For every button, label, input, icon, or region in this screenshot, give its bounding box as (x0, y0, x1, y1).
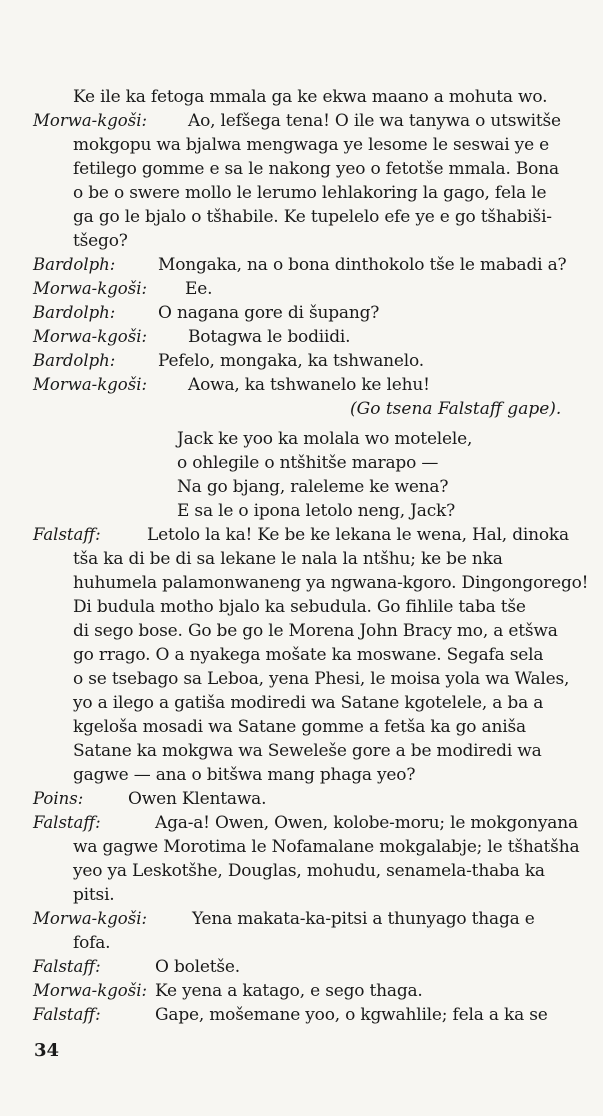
text-line: Ke ile ka fetoga mmala ga ke ekwa maano a mohuta wo. (73, 87, 548, 107)
speaker-label: Morwa-kgoši: (33, 111, 148, 130)
speaker-label: Poins: (33, 789, 84, 808)
text-line: huhumela palamonwaneng ya ngwana-kgoro. Dingongorego! (73, 573, 589, 593)
text-line: Pefelo, mongaka, ka tshwanelo. (158, 351, 424, 371)
text-line: Gape, mošemane yoo, o kgwahlile; fela a ka se (155, 1005, 548, 1025)
text-line: O boletše. (155, 957, 240, 977)
text-line: o se tsebago sa Leboa, yena Phesi, le moisa yola wa Wales, (73, 669, 570, 689)
stage-direction: (Go tsena Falstaff gape). (350, 399, 562, 419)
text-line: Ke yena a katago, e sego thaga. (155, 981, 423, 1001)
text-line: Aga-a! Owen, Owen, kolobe-moru; le mokgonyana (155, 813, 578, 833)
speaker-label: Bardolph: (33, 351, 116, 370)
text-line: go rrago. O a nyakega mošate ka moswane. Segafa sela (73, 645, 544, 665)
text-line: tša ka di be di sa lekane le nala la ntšhu; ke be nka (73, 549, 503, 569)
speaker-label: Morwa-kgoši: (33, 327, 148, 346)
text-line: fetilego gomme e sa le nakong yeo o fetotše mmala. Bona (73, 159, 559, 179)
text-line: fofa. (73, 933, 111, 953)
text-line: yeo ya Leskotšhe, Douglas, mohudu, senamela-thaba ka (73, 861, 545, 881)
text-line: Owen Klentawa. (128, 789, 267, 809)
text-line: Letolo la ka! Ke be ke lekana le wena, Hal, dinoka (147, 525, 569, 545)
verse-line: o ohlegile o ntšhitše marapo — (177, 453, 439, 473)
text-line: tšego? (73, 231, 128, 251)
speaker-label: Bardolph: (33, 255, 116, 274)
speaker-label: Falstaff: (33, 957, 101, 976)
text-line: Ao, lefšega tena! O ile wa tanywa o utswitše (188, 111, 561, 131)
verse-line: E sa le o ipona letolo neng, Jack? (177, 501, 456, 521)
text-line: Ee. (185, 279, 213, 299)
speaker-label: Morwa-kgoši: (33, 375, 148, 394)
text-line: O nagana gore di šupang? (158, 303, 380, 323)
text-line: gagwe — ana o bitšwa mang phaga yeo? (73, 765, 416, 785)
speaker-label: Falstaff: (33, 1005, 101, 1024)
text-line: Aowa, ka tshwanelo ke lehu! (188, 375, 430, 395)
text-line: Botagwa le bodiidi. (188, 327, 351, 347)
verse-line: Jack ke yoo ka molala wo motelele, (177, 429, 473, 449)
speaker-label: Bardolph: (33, 303, 116, 322)
text-line: kgeloša mosadi wa Satane gomme a fetša ka go aniša (73, 717, 526, 737)
speaker-label: Morwa-kgoši: (33, 981, 148, 1000)
text-line: Yena makata-ka-pitsi a thunyago thaga e (192, 909, 535, 929)
speaker-label: Falstaff: (33, 525, 101, 544)
text-line: pitsi. (73, 885, 115, 905)
text-line: yo a ilego a gatiša modiredi wa Satane kgotelele, a ba a (73, 693, 544, 713)
text-line: o be o swere mollo le lerumo lehlakoring la gago, fela le (73, 183, 547, 203)
text-line: mokgopu wa bjalwa mengwaga ye lesome le seswai ye e (73, 135, 550, 155)
speaker-label: Falstaff: (33, 813, 101, 832)
text-line: di sego bose. Go be go le Morena John Bracy mo, a etšwa (73, 621, 558, 641)
speaker-label: Morwa-kgoši: (33, 279, 148, 298)
verse-line: Na go bjang, raleleme ke wena? (177, 477, 449, 497)
text-line: Di budula motho bjalo ka sebudula. Go fihlile taba tše (73, 597, 526, 617)
text-line: Mongaka, na o bona dinthokolo tše le mabadi a? (158, 255, 567, 275)
text-line: Satane ka mokgwa wa Seweleše gore a be modiredi wa (73, 741, 542, 761)
speaker-label: Morwa-kgoši: (33, 909, 148, 928)
page-number: 34 (34, 1040, 60, 1061)
text-line: wa gagwe Morotima le Nofamalane mokgalabje; le tšhatšha (73, 837, 580, 857)
text-line: ga go le bjalo o tšhabile. Ke tupelelo efe ye e go tšhabiši- (73, 207, 552, 227)
